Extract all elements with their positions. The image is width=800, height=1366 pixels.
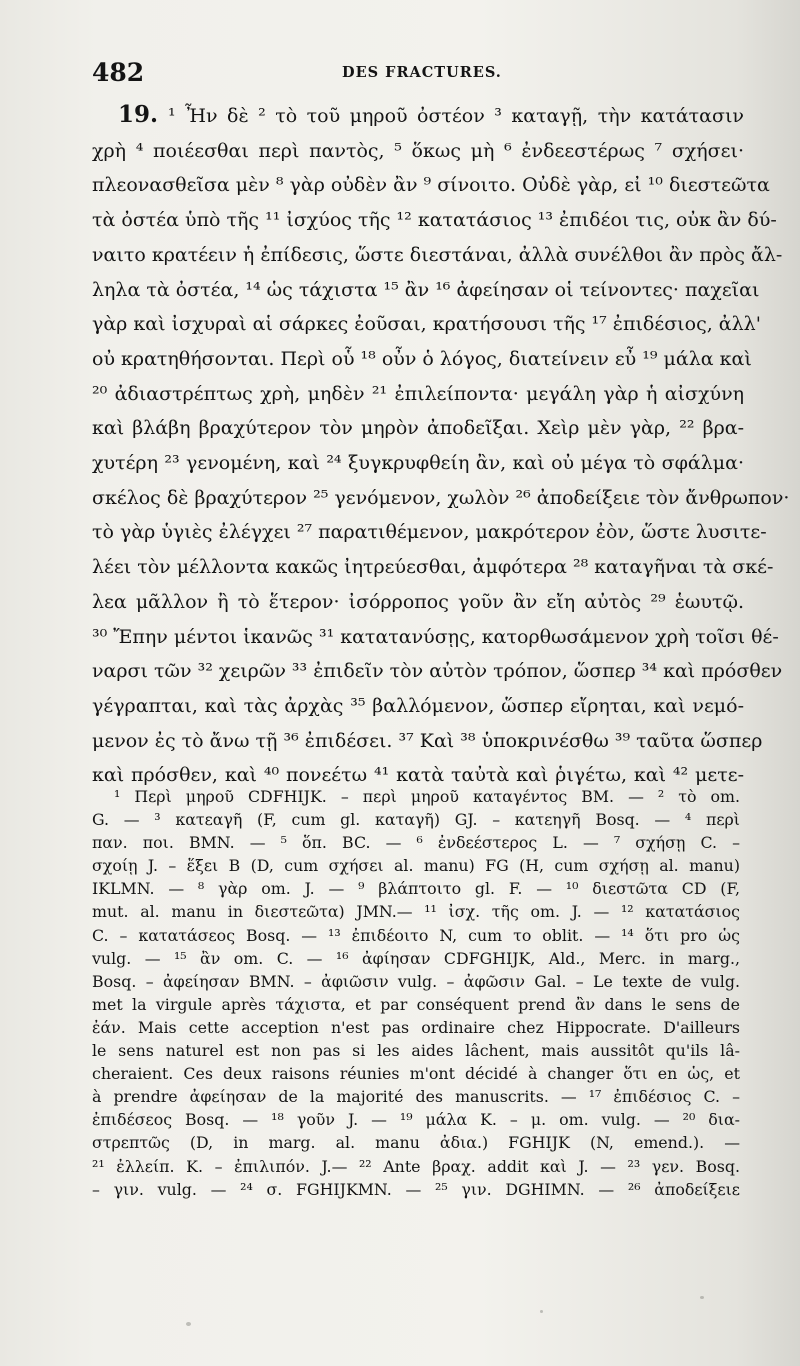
footnote-line: ²¹ ἐλλείπ. K. – ἐπιλιπόν. J.— ²² Ante βραχ. addit καὶ J. — ²³ γεν. Bosq. [92, 1156, 740, 1176]
footnote-line: ἐπιδέσεος Bosq. — ¹⁸ γοῦν J. — ¹⁹ μάλα K. – μ. om. vulg. — ²⁰ δια- [92, 1110, 740, 1130]
footnote-line: σχοίῃ J. – ἕξει B (D, cum σχήσει al. manu) FG (H, cum σχήσῃ al. manu) [92, 856, 740, 876]
running-title: DES FRACTURES. [342, 64, 502, 81]
footnote-line: vulg. — ¹⁵ ἂν om. C. — ¹⁶ ἀφίησαν CDFGHIJK, Ald., Merc. in marg., [92, 948, 740, 968]
greek-text-body [92, 98, 790, 793]
text-line [92, 550, 774, 585]
footnote-line: IKLMN. — ⁸ γὰρ om. J. — ⁹ βλάπτοιτο gl. F. — ¹⁰ διεστῶτα CD (F, [92, 879, 740, 899]
footnote-line: στρεπτῶς (D, in marg. al. manu ἀδια.) FGHIJK (N, emend.). — [92, 1133, 740, 1153]
paper-speck [186, 1322, 191, 1326]
text-line-content: ναρσι τῶν ³² χειρῶν ³³ ἐπιδεῖν τὸν αὐτὸν τρόπον, ὥσπερ ³⁴ καὶ πρόσθεν [92, 660, 783, 683]
text-line-content: λέει τὸν μέλλοντα κακῶς ἰητρεύεσθαι, ἀμφότερα ²⁸ καταγῆναι τὰ σκέ- [92, 556, 774, 579]
text-line [92, 377, 744, 412]
text-line-content: λεα μᾶλλον ἢ τὸ ἕτερον· ἰσόρροπος γοῦν ἂν εἴη αὐτὸς ²⁹ ἑωυτῷ. [92, 590, 744, 613]
text-line [92, 481, 790, 516]
footnote-line: ¹ Περὶ μηροῦ CDFHIJK. – περὶ μηροῦ καταγέντος BM. — ² τὸ om. [114, 787, 740, 806]
footnote-line: – γιν. vulg. — ²⁴ σ. FGHIJKMN. — ²⁵ γιν. DGHIMN. — ²⁶ ἀποδείξειε [92, 1179, 740, 1199]
text-line-content: καὶ βλάβη βραχύτερον τὸν μηρὸν ἀποδεῖξαι. Χεὶρ μὲν γὰρ, ²² βρα- [92, 417, 744, 440]
paper-speck [700, 1296, 704, 1299]
footnote-line: cheraient. Ces deux raisons réunies m'ont décidé à changer ὅτι en ὡς, et [92, 1064, 740, 1084]
text-line [92, 98, 744, 134]
text-line [92, 585, 744, 620]
footnote-line: G. — ³ κατεαγῆ (F, cum gl. καταγῆ) GJ. – κατεηγῆ Bosq. — ⁴ περὶ [92, 810, 740, 830]
text-line [92, 411, 744, 446]
text-line-content: ³⁰ Ἔπην μέντοι ἱκανῶς ³¹ κατατανύσῃς, κατορθωσάμενον χρὴ τοῖσι θέ- [92, 625, 779, 648]
text-line-content: χυτέρη ²³ γενομένη, καὶ ²⁴ ξυγκρυφθείη ἂν, καὶ οὐ μέγα τὸ σφάλμα· [92, 452, 744, 475]
text-line-content: ²⁰ ἀδιαστρέπτως χρὴ, μηδὲν ²¹ ἐπιλείποντα· μεγάλη γὰρ ἡ αἰσχύνη [92, 382, 744, 405]
text-line-content: χρὴ ⁴ ποιέεσθαι περὶ παντὸς, ⁵ ὅκως μὴ ⁶ ἐνδεεστέρως ⁷ σχήσει· [92, 139, 744, 162]
footnote-line: le sens naturel est non pas si les aides lâchent, mais aussitôt qu'ils lâ- [92, 1041, 740, 1061]
text-line-content: μενον ἐς τὸ ἄνω τῇ ³⁶ ἐπιδέσει. ³⁷ Καὶ ³⁸ ὑποκρινέσθω ³⁹ ταῦτα ὥσπερ [92, 729, 763, 752]
text-line [92, 203, 777, 238]
text-line-content: σκέλος δὲ βραχύτερον ²⁵ γενόμενον, χωλὸν ²⁶ ἀποδείξειε τὸν ἄνθρωπον· [92, 486, 790, 509]
text-line [92, 273, 760, 308]
footnote-line: C. – κατατάσεος Bosq. — ¹³ ἐπιδέοιτο N, cum το oblit. — ¹⁴ ὅτι pro ὡς [92, 925, 740, 945]
footnote-line: mut. al. manu in διεστεῶτα) JMN.— ¹¹ ἰσχ. τῆς om. J. — ¹² κατατάσιος [92, 902, 740, 922]
text-line [92, 620, 779, 655]
text-line-content: τὸ γὰρ ὑγιὲς ἐλέγχει ²⁷ παρατιθέμενον, μακρότερον ἐὸν, ὥστε λυσιτε- [92, 521, 767, 544]
text-line [92, 515, 767, 550]
text-line-content: τὰ ὀστέα ὑπὸ τῆς ¹¹ ἰσχύος τῆς ¹² κατατάσιος ¹³ ἐπιδέοι τις, οὐκ ἂν δύ- [92, 209, 777, 232]
text-line-content: ληλα τὰ ὀστέα, ¹⁴ ὡς τάχιστα ¹⁵ ἂν ¹⁶ ἀφείησαν οἱ τείνοντες· παχεῖαι [92, 278, 760, 301]
paper-speck [540, 1310, 543, 1313]
text-line-content: ¹ Ἦν δὲ ² τὸ τοῦ μηροῦ ὀστέον ³ καταγῇ, τὴν κατάτασιν [168, 105, 744, 127]
footnote-line: Bosq. – ἀφείησαν BMN. – ἀφιῶσιν vulg. – ἀφῶσιν Gal. – Le texte de vulg. [92, 971, 740, 991]
footnote-line: à prendre ἀφείησαν de la majorité des manuscrits. — ¹⁷ ἐπιδέσιος C. – [92, 1087, 740, 1107]
text-line-content: ναιτο κρατέειν ἡ ἐπίδεσις, ὥστε διεστάναι, ἀλλὰ συνέλθοι ἂν πρὸς ἄλ- [92, 243, 783, 266]
text-line [92, 689, 744, 724]
page-header [92, 58, 752, 88]
text-line-content: οὐ κρατηθήσονται. Περὶ οὗ ¹⁸ οὖν ὁ λόγος, διατείνειν εὖ ¹⁹ μάλα καὶ [92, 347, 752, 370]
footnote-line: met la virgule après τάχιστα, et par conséquent prend ἂν dans le sens de [92, 994, 740, 1014]
text-line [92, 307, 761, 342]
footnotes [92, 785, 740, 1201]
text-line-content: γὰρ καὶ ἰσχυραὶ αἱ σάρκες ἐοῦσαι, κρατήσουσι τῆς ¹⁷ ἐπιδέσιος, ἀλλ' [92, 313, 761, 336]
footnote-line: ἐάν. Mais cette acception n'est pas ordinaire chez Hippocrate. D'ailleurs [92, 1017, 740, 1037]
text-line-content: πλεονασθεῖσα μὲν ⁸ γὰρ οὐδὲν ἂν ⁹ σίνοιτο. Οὐδὲ γὰρ, εἰ ¹⁰ διεστεῶτα [92, 174, 770, 197]
footnote-line: παν. ποι. BMN. — ⁵ ὅπ. BC. — ⁶ ἐνδεέστερος L. — ⁷ σχήσῃ C. – [92, 833, 740, 853]
text-line [92, 654, 783, 689]
text-line [92, 724, 763, 759]
text-line [92, 238, 783, 273]
text-line [92, 168, 770, 203]
text-line [92, 446, 744, 481]
text-line-content: καὶ πρόσθεν, καὶ ⁴⁰ πονεέτω ⁴¹ κατὰ ταὐτὰ καὶ ῥιγέτω, καὶ ⁴² μετε- [92, 764, 744, 787]
page-number: 482 [92, 58, 145, 87]
text-line-content: γέγραπται, καὶ τὰς ἀρχὰς ³⁵ βαλλόμενον, ὥσπερ εἴρηται, καὶ νεμό- [92, 694, 744, 717]
text-line [92, 342, 752, 377]
text-line [92, 134, 744, 169]
section-number: 19. [118, 101, 159, 128]
